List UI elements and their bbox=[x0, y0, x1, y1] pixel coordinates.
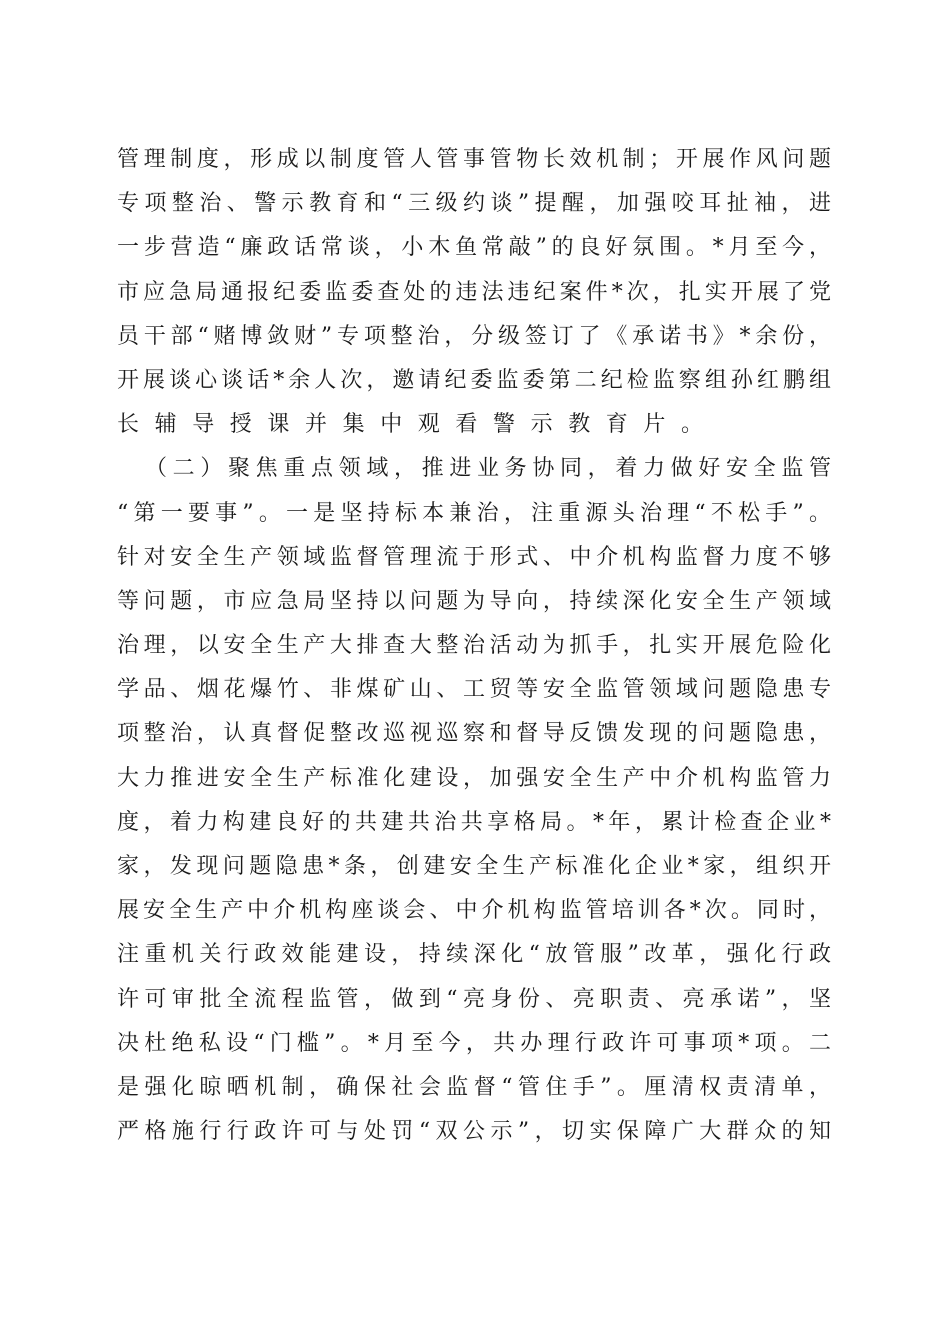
text-line: 员干部“赌博敛财”专项整治，分级签订了《承诺书》*余份， bbox=[117, 323, 833, 349]
text-line: 学品、烟花爆竹、非煤矿山、工贸等安全监管领域问题隐患专 bbox=[117, 677, 833, 703]
text-line: 决杜绝私设“门槛”。*月至今，共办理行政许可事项*项。二 bbox=[117, 1030, 833, 1056]
text-line: 是强化晾晒机制，确保社会监督“管住手”。厘清权责清单， bbox=[117, 1074, 833, 1100]
text-line: 家，发现问题隐患*条，创建安全生产标准化企业*家，组织开 bbox=[117, 854, 833, 879]
text-line: 展安全生产中介机构座谈会、中介机构监管培训各*次。同时， bbox=[117, 898, 833, 924]
text-line: 严格施行行政许可与处罚“双公示”，切实保障广大群众的知 bbox=[117, 1119, 833, 1145]
text-line: 项整治，认真督促整改巡视巡察和督导反馈发现的问题隐患， bbox=[117, 721, 833, 747]
text-line: 注重机关行政效能建设，持续深化“放管服”改革，强化行政 bbox=[117, 942, 833, 968]
text-line: 等问题，市应急局坚持以问题为导向，持续深化安全生产领域 bbox=[117, 588, 833, 614]
text-line: 长辅导授课并集中观看警示教育片。 bbox=[117, 412, 719, 438]
text-line: “第一要事”。一是坚持标本兼治，注重源头治理“不松手”。 bbox=[117, 500, 833, 526]
text-line: 针对安全生产领域监督管理流于形式、中介机构监督力度不够 bbox=[117, 544, 833, 570]
text-line: 大力推进安全生产标准化建设，加强安全生产中介机构监管力 bbox=[117, 765, 833, 791]
text-line: 专项整治、警示教育和“三级约谈”提醒，加强咬耳扯袖，进 bbox=[117, 191, 833, 217]
text-line: 治理，以安全生产大排查大整治活动为抓手，扎实开展危险化 bbox=[117, 633, 833, 659]
text-line: 开展谈心谈话*余人次，邀请纪委监委第二纪检监察组孙红鹏组 bbox=[117, 367, 833, 393]
text-line: 市应急局通报纪委监委查处的违法违纪案件*次，扎实开展了党 bbox=[117, 279, 833, 305]
text-line: 许可审批全流程监管，做到“亮身份、亮职责、亮承诺”，坚 bbox=[117, 986, 833, 1012]
text-line: 一步营造“廉政话常谈，小木鱼常敲”的良好氛围。*月至今， bbox=[117, 235, 833, 261]
document-body bbox=[117, 138, 833, 1154]
text-line: 管理制度，形成以制度管人管事管物长效机制；开展作风问题 bbox=[117, 147, 833, 172]
section-heading: （二）聚焦重点领域，推进业务协同，着力做好安全监管 bbox=[145, 456, 833, 482]
text-line: 度，着力构建良好的共建共治共享格局。*年，累计检查企业* bbox=[117, 809, 833, 835]
